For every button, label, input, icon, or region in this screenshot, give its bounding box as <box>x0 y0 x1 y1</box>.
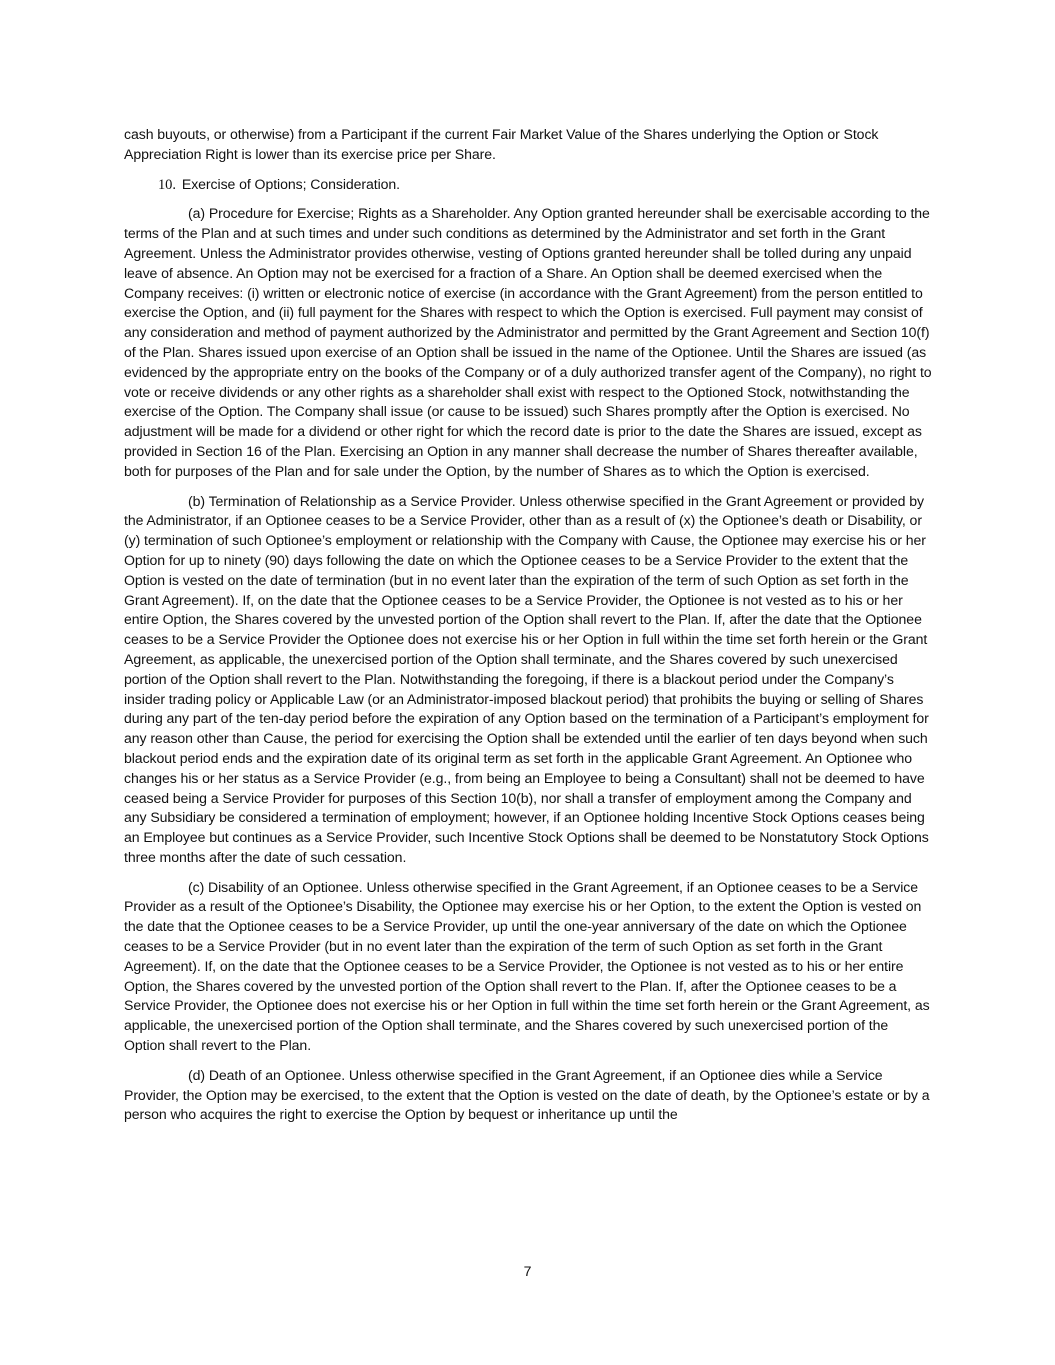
paragraph-c-disability: (c) Disability of an Optionee. Unless otherwise specified in the Grant Agreement, if an Optionee ceases to be a Service Provider as a result of the Optionee’s Disability, the Optionee may exercise his or her Option, to the extent the Option is vested on the date that the Optionee ceases to be a Service Provider, up until the one-year anniversary of the date on which the Optionee ceases to be a Service Provider (but in no event later than the expiration of the term of such Option as set forth in the Grant Agreement). If, on the date that the Optionee ceases to be a Service Provider, the Optionee is not vested as to his or her entire Option, the Shares covered by the unvested portion of the Option shall revert to the Plan. If, after the Optionee ceases to be a Service Provider, the Optionee does not exercise his or her Option in full within the time set forth herein or the Grant Agreement, as applicable, the unexercised portion of the Option shall terminate, and the Shares covered by such unexercised portion of the Option shall revert to the Plan. <box>124 878 930 1054</box>
section-number: 10. <box>158 176 176 193</box>
page-number: 7 <box>523 1263 532 1279</box>
paragraph-d-death: (d) Death of an Optionee. Unless otherwise specified in the Grant Agreement, if an Optionee dies while a Service Provider, the Option may be exercised, to the extent that the Option is vested on the date of death, by the Optionee’s estate or by a person who acquires the right to exercise the Option by bequest or inheritance up until the <box>124 1066 930 1123</box>
continuation-paragraph: cash buyouts, or otherwise) from a Participant if the current Fair Market Value of the Shares underlying the Option or Stock Appreciation Right is lower than its exercise price per Share. <box>124 126 879 162</box>
section-title: Exercise of Options; Consideration. <box>181 175 401 192</box>
paragraph-b-termination-of-relationship: (b) Termination of Relationship as a Service Provider. Unless otherwise specified in the Grant Agreement or provided by the Administrator, if an Optionee ceases to be a Service Provider, other than as a result of (x) the Optionee’s death or Disability, or (y) termination of such Optionee’s employment or relationship with the Company with Cause, the Optionee may exercise his or her Option for up to ninety (90) days following the date on which the Optionee ceases to be a Service Provider to the extent that the Option is vested on the date of termination (but in no event later than the expiration of the term of such Option as set forth in the Grant Agreement). If, on the date that the Optionee ceases to be a Service Provider, the Optionee is not vested as to his or her entire Option, the Shares covered by the unvested portion of the Option shall revert to the Plan. If, after the date that the Optionee ceases to be a Service Provider the Optionee does not exercise his or her Option in full within the time set forth herein or the Grant Agreement, as applicable, the unexercised portion of the Option shall terminate, and the Shares covered by such unexercised portion of the Option shall revert to the Plan. Notwithstanding the foregoing, if there is a blackout period under the Company’s insider trading policy or Applicable Law (or an Administrator-imposed blackout period) that prohibits the buying or selling of Shares during any part of the ten-day period before the expiration of any Option based on the termination of a Participant’s employment for any reason other than Cause, the period for exercising the Option shall be extended until the earlier of ten days beyond when such blackout period ends and the expiration date of its original term as set forth in the applicable Grant Agreement. An Optionee who changes his or her status as a Service Provider (e.g., from being an Employee to being a Consultant) shall not be deemed to have ceased being a Service Provider for purposes of this Section 10(b), nor shall a transfer of employment among the Company and any Subsidiary be considered a termination of employment; however, if an Optionee holding Incentive Stock Options ceases being an Employee but continues as a Service Provider, such Incentive Stock Options shall be deemed to be Nonstatutory Stock Options three months after the date of such cessation. <box>124 492 929 865</box>
page-body <box>124 125 932 1135</box>
paragraph-a-procedure-for-exercise: (a) Procedure for Exercise; Rights as a Shareholder. Any Option granted hereunder shall be exercisable according to the terms of the Plan and at such times and under such conditions as determined by the Administrator and set forth in the Grant Agreement. Unless the Administrator provides otherwise, vesting of Options granted hereunder shall be tolled during any unpaid leave of absence. An Option may not be exercised for a fraction of a Share. An Option shall be deemed exercised when the Company receives: (i) written or electronic notice of exercise (in accordance with the Grant Agreement) from the person entitled to exercise the Option, and (ii) full payment for the Shares with respect to which the Option is exercised. Full payment may consist of any consideration and method of payment authorized by the Administrator and permitted by the Grant Agreement and Section 10(f) of the Plan. Shares issued upon exercise of an Option shall be issued in the name of the Optionee. Until the Shares are issued (as evidenced by the appropriate entry on the books of the Company or of a duly authorized transfer agent of the Company), no right to vote or receive dividends or any other rights as a shareholder shall exist with respect to the Optioned Stock, notwithstanding the exercise of the Option. The Company shall issue (or cause to be issued) such Shares promptly after the Option is exercised. No adjustment will be made for a dividend or other right for which the record date is prior to the date the Shares are issued, except as provided in Section 16 of the Plan. Exercising an Option in any manner shall decrease the number of Shares thereafter available, both for purposes of the Plan and for sale under the Option, by the number of Shares as to which the Option is exercised. <box>124 205 932 479</box>
section-heading <box>158 175 932 196</box>
